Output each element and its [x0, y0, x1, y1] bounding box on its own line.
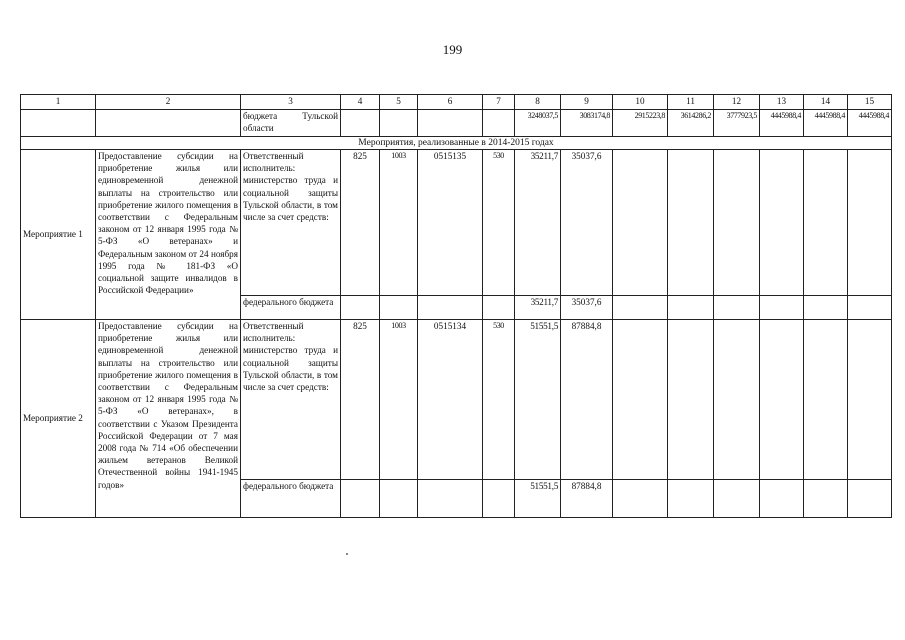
- value-cell: 51551,5: [515, 320, 561, 480]
- funding-source-cell: бюджета Тульской области: [241, 110, 341, 137]
- code-type: 530: [483, 150, 515, 296]
- value-cell: 35037,6: [561, 150, 613, 296]
- executor-cell: Ответственный исполнитель: министерство труда и социальной защиты Тульской области, в том числе за счет средств:: [241, 320, 341, 480]
- funding-source-cell: федерального бюджета: [241, 480, 341, 518]
- column-header: 14: [804, 95, 848, 110]
- funding-source-cell: федерального бюджета: [241, 296, 341, 320]
- executor-cell: Ответственный исполнитель: министерство труда и социальной защиты Тульской области, в том числе за счет средств:: [241, 150, 341, 296]
- value-cell: 4445988,4: [760, 110, 804, 137]
- measure-row: [21, 150, 892, 296]
- value-cell: 3083174,8: [561, 110, 613, 137]
- code-type: 530: [483, 320, 515, 480]
- column-header: 5: [380, 95, 418, 110]
- section-row: [21, 137, 892, 150]
- value-cell: 3777923,5: [714, 110, 760, 137]
- section-title: Мероприятия, реализованные в 2014-2015 годах: [21, 137, 892, 150]
- column-header: 13: [760, 95, 804, 110]
- code-target: 0515135: [418, 150, 483, 296]
- column-header: 2: [96, 95, 241, 110]
- value-cell: 51551,5: [515, 480, 561, 518]
- code-section: 1003: [380, 320, 418, 480]
- value-cell: 4445988,4: [804, 110, 848, 137]
- column-header: 15: [848, 95, 892, 110]
- value-cell: 35037,6: [561, 296, 613, 320]
- measure-description: Предоставление субсидии на приобретение жилья или единовременной денежной выплаты на строительство или приобретение жилого помещения в соответствии с Федеральным законом от 12 января 1995 года № 5-ФЗ «О ветеранах», в соответствии с Указом Президента Российской Федерации от 7 мая 2008 года № 714 «Об обеспечении жильем ветеранов Великой Отечественной войны 1941-1945 годов»: [96, 320, 241, 518]
- column-header: 10: [613, 95, 668, 110]
- column-header: 6: [418, 95, 483, 110]
- value-cell: 3248037,5: [515, 110, 561, 137]
- column-header: 1: [21, 95, 96, 110]
- measure-row: [21, 320, 892, 480]
- column-header-row: [21, 95, 892, 110]
- budget-table: [20, 94, 892, 518]
- column-header: 11: [668, 95, 714, 110]
- column-header: 8: [515, 95, 561, 110]
- value-cell: 4445988,4: [848, 110, 892, 137]
- code-grbs: 825: [341, 320, 380, 480]
- continuation-row: [21, 110, 892, 137]
- page-number: 199: [442, 42, 463, 57]
- code-section: 1003: [380, 150, 418, 296]
- column-header: 9: [561, 95, 613, 110]
- measure-description: Предоставление субсидии на приобретение жилья или единовременной денежной выплаты на строительство или приобретение жилого помещения в соответствии с Федеральным законом от 12 января 1995 года № 5-ФЗ «О ветеранах» и Федеральным законом от 24 ноября 1995 года № 181-ФЗ «О социальной защите инвалидов в Российской Федерации»: [96, 150, 241, 320]
- value-cell: 87884,8: [561, 480, 613, 518]
- value-cell: 35211,7: [515, 150, 561, 296]
- code-grbs: 825: [341, 150, 380, 296]
- column-header: 7: [483, 95, 515, 110]
- value-cell: 35211,7: [515, 296, 561, 320]
- value-cell: 87884,8: [561, 320, 613, 480]
- measure-label: Мероприятие 1: [21, 150, 96, 320]
- column-header: 4: [341, 95, 380, 110]
- measure-label: Мероприятие 2: [21, 320, 96, 518]
- value-cell: 2915223,8: [613, 110, 668, 137]
- value-cell: 3614286,2: [668, 110, 714, 137]
- column-header: 12: [714, 95, 760, 110]
- scan-speck: [346, 553, 348, 555]
- code-target: 0515134: [418, 320, 483, 480]
- column-header: 3: [241, 95, 341, 110]
